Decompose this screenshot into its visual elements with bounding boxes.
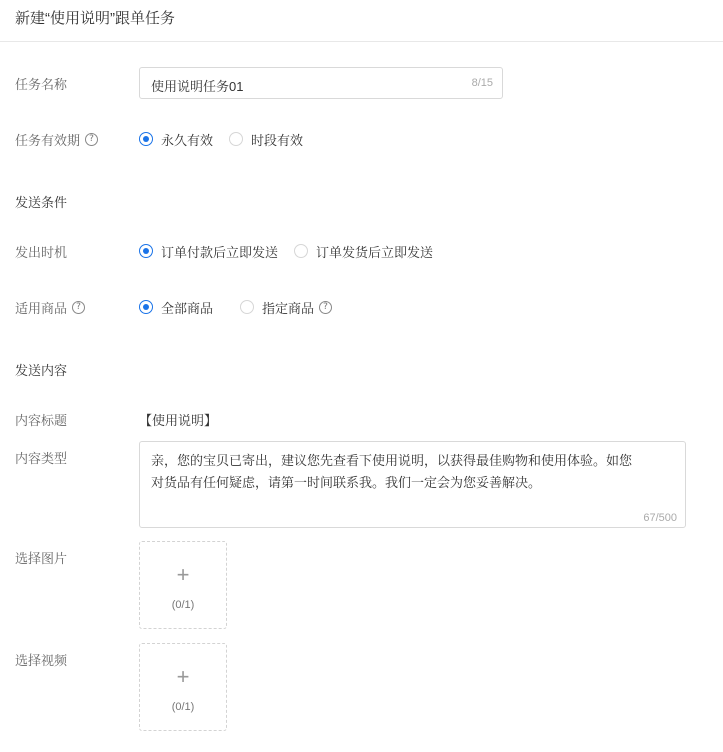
send-conditions-title: 发送条件	[15, 195, 68, 210]
select-video-label: 选择视频	[15, 652, 68, 668]
radio-unchecked-icon	[240, 300, 254, 314]
radio-checked-icon	[139, 244, 153, 258]
question-circle-icon[interactable]: ?	[85, 133, 98, 146]
specific-products-radio[interactable]: 指定商品 ?	[240, 298, 332, 317]
content-title-label: 内容标题	[15, 412, 68, 428]
image-upload-count: (0/1)	[171, 599, 195, 611]
page-title: 新建“使用说明”跟单任务	[15, 10, 175, 27]
content-title-value: 【使用说明】	[139, 413, 218, 428]
content-text-line: 亲，您的宝贝已寄出，建议您先查看下使用说明，以获得最佳购物和使用体验。如您	[151, 453, 633, 468]
send-timing-label: 发出时机	[15, 244, 68, 260]
products-label: 适用商品 ?	[15, 298, 85, 316]
content-text	[151, 450, 675, 494]
task-name-value: 使用说明任务01	[151, 79, 244, 94]
send-after-payment-radio[interactable]: 订单付款后立即发送	[139, 242, 278, 261]
content-textarea[interactable]	[139, 441, 686, 528]
select-image-label: 选择图片	[15, 550, 68, 566]
plus-icon: +	[176, 664, 190, 689]
video-upload-count: (0/1)	[171, 701, 195, 713]
validity-permanent-radio[interactable]: 永久有效	[139, 130, 213, 149]
content-text-line: 对货品有任何疑虑，请第一时间联系我。我们一定会为您妥善解决。	[151, 475, 542, 490]
radio-checked-icon	[139, 132, 153, 146]
plus-icon: +	[176, 562, 190, 587]
radio-checked-icon	[139, 300, 153, 314]
radio-unchecked-icon	[294, 244, 308, 258]
send-after-shipping-radio[interactable]: 订单发货后立即发送	[294, 242, 433, 261]
content-type-label: 内容类型	[15, 450, 68, 466]
products-radio-group	[139, 298, 348, 316]
video-upload-button[interactable]	[139, 643, 227, 731]
radio-unchecked-icon	[229, 132, 243, 146]
task-name-label: 任务名称	[15, 76, 68, 92]
content-count: 67/500	[643, 512, 677, 524]
question-circle-icon[interactable]: ?	[319, 301, 332, 314]
send-content-title: 发送内容	[15, 363, 68, 378]
validity-period-radio[interactable]: 时段有效	[229, 130, 303, 149]
validity-label: 任务有效期 ?	[15, 130, 98, 148]
task-name-input[interactable]	[139, 67, 503, 99]
image-upload-button[interactable]	[139, 541, 227, 629]
validity-radio-group	[139, 130, 319, 148]
question-circle-icon[interactable]: ?	[72, 301, 85, 314]
page-header	[0, 0, 723, 42]
send-timing-radio-group	[139, 242, 449, 260]
all-products-radio[interactable]: 全部商品	[139, 298, 213, 317]
task-name-count: 8/15	[471, 77, 493, 89]
